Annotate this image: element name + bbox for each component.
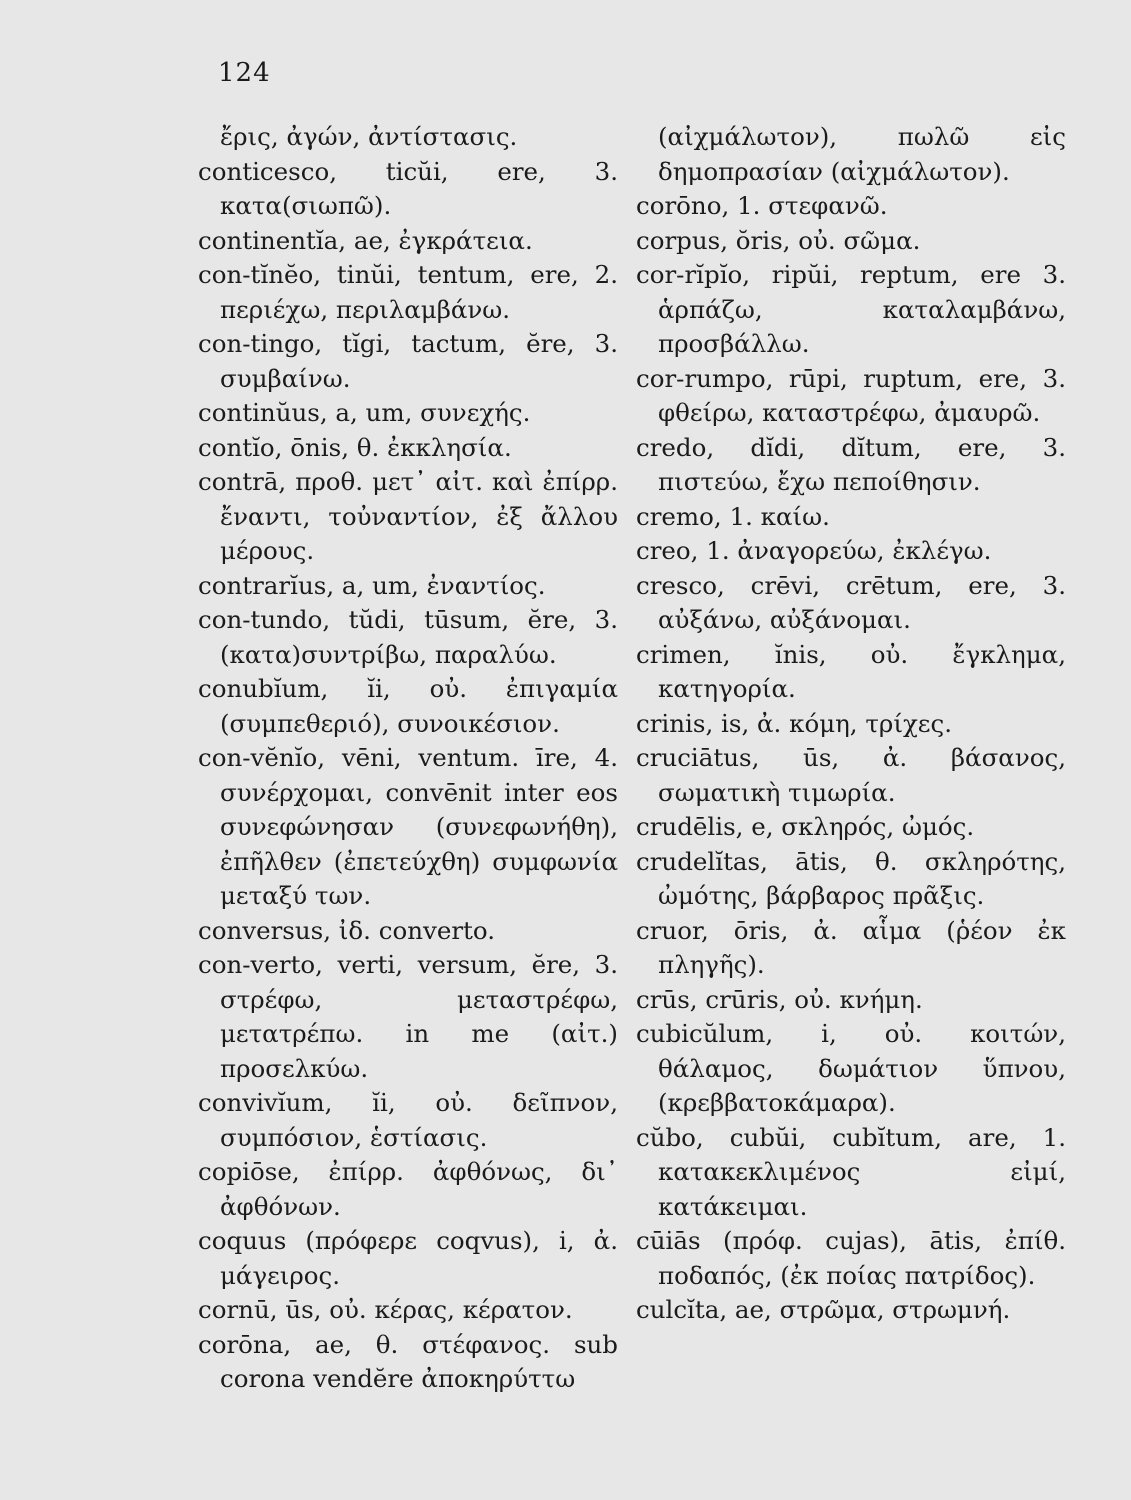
dictionary-entry: coquus (πρόφερε coqvus), i, ἀ. μάγειρος. [198,1226,618,1290]
dictionary-entry: cruor, ōris, ἀ. αἷμα (ῥέον ἐκ πληγῆς). [636,915,1066,979]
dictionary-entry: crūs, crūris, οὐ. κνήμη. [636,984,923,1014]
dictionary-entry: contrā, προθ. μετ᾽ αἰτ. καὶ ἐπίρρ. ἔναντι, τοὐναντίον, ἐξ ἄλλου μέρους. [198,467,618,565]
dictionary-entry-continuation: ἔρις, ἀγών, ἀντίστασις. [220,122,518,151]
dictionary-entry: crudelĭtas, ātis, θ. σκληρότης, ὠμότης, βάρβαρος πρᾶξις. [636,846,1066,910]
dictionary-entry: conversus, ἰδ. converto. [198,915,495,945]
dictionary-entry: con-tundo, tŭdi, tūsum, ĕre, 3. (κατα)συντρίβω, παραλύω. [198,605,618,669]
dictionary-entry: con-tingo, tĭgi, tactum, ĕre, 3. συμβαίνω. [198,329,618,393]
dictionary-entry: conticesco, ticŭi, ere, 3. κατα(σιωπῶ). [198,156,618,220]
page-number: 124 [218,58,271,88]
dictionary-entry: cornū, ūs, οὐ. κέρας, κέρατον. [198,1295,573,1324]
left-column [198,120,618,1397]
dictionary-entry: con-verto, verti, versum, ĕre, 3. στρέφω, μεταστρέφω, μετατρέπω. in me (αἰτ.) προσελκύω. [198,950,618,1083]
dictionary-entry: cŭbo, cubŭi, cubĭtum, are, 1. κατακεκλιμένος εἰμί, κατάκειμαι. [636,1122,1066,1221]
dictionary-entry: con-vĕnĭo, vēni, ventum. īre, 4. συνέρχομαι, convēnit inter eos συνεφώνησαν (συνεφωνήθη), ἐπῆλθεν (ἐπετεύχθη) συμφωνία μεταξύ των. [198,743,618,910]
dictionary-entry: continŭus, a, um, συνεχής. [198,398,531,427]
dictionary-entry: corōno, 1. στεφανῶ. [636,191,888,220]
dictionary-entry: culcĭta, ae, στρῶμα, στρωμνή. [636,1295,1011,1324]
dictionary-entry: contĭo, ōnis, θ. ἐκκλησία. [198,432,512,462]
dictionary-entry: credo, dĭdi, dĭtum, ere, 3. πιστεύω, ἔχω πεποίθησιν. [636,432,1066,496]
dictionary-entry: crimen, ĭnis, οὐ. ἔγκλημα, κατηγορία. [636,639,1066,703]
dictionary-entry: crudēlis, e, σκληρός, ὠμός. [636,812,975,841]
dictionary-entry: cor-rĭpĭo, ripŭi, reptum, ere 3. ἁρπάζω, καταλαμβάνω, προσβάλλω. [636,260,1066,358]
dictionary-entry: corpus, ŏris, οὐ. σῶμα. [636,225,921,255]
dictionary-entry: cruciātus, ūs, ἀ. βάσανος, σωματικὴ τιμωρία. [636,743,1066,807]
dictionary-entry: copiōse, ἐπίρρ. ἀφθόνως, δι᾽ ἀφθόνων. [198,1157,618,1221]
dictionary-entry: cremo, 1. καίω. [636,501,830,531]
dictionary-entry: crinis, is, ἀ. κόμη, τρίχες. [636,708,952,738]
dictionary-entry: cresco, crēvi, crētum, ere, 3. αὐξάνω, αὐξάνομαι. [636,570,1066,634]
dictionary-entry: convivĭum, ĭi, οὐ. δεῖπνον, συμπόσιον, ἑστίασις. [198,1088,618,1152]
dictionary-entry-continuation: (αἰχμάλωτον), πωλῶ εἰς δημοπρασίαν (αἰχμάλωτον). [658,122,1066,186]
dictionary-entry: cūiās (πρόφ. cujas), ātis, ἐπίθ. ποδαπός, (ἐκ ποίας πατρίδος). [636,1226,1066,1290]
dictionary-entry: creo, 1. ἀναγορεύω, ἐκλέγω. [636,536,992,565]
dictionary-entry: continentĭa, ae, ἐγκράτεια. [198,225,533,255]
dictionary-entry: con-tĭnĕo, tinŭi, tentum, ere, 2. περιέχω, περιλαμβάνω. [198,260,618,324]
dictionary-entry: conubĭum, ĭi, οὐ. ἐπιγαμία (συμπεθεριό), συνοικέσιον. [198,674,618,738]
dictionary-entry: corōna, ae, θ. στέφανος. sub corona vendĕre ἀποκηρύττω [198,1329,618,1393]
dictionary-entry: cor-rumpo, rūpi, ruptum, ere, 3. φθείρω, καταστρέφω, ἀμαυρῶ. [636,363,1066,427]
right-column [636,120,1066,1328]
dictionary-entry: contrarĭus, a, um, ἐναντίος. [198,570,546,600]
dictionary-entry: cubicŭlum, i, οὐ. κοιτών, θάλαμος, δωμάτιον ὕπνου, (κρεββατοκάμαρα). [636,1019,1066,1117]
